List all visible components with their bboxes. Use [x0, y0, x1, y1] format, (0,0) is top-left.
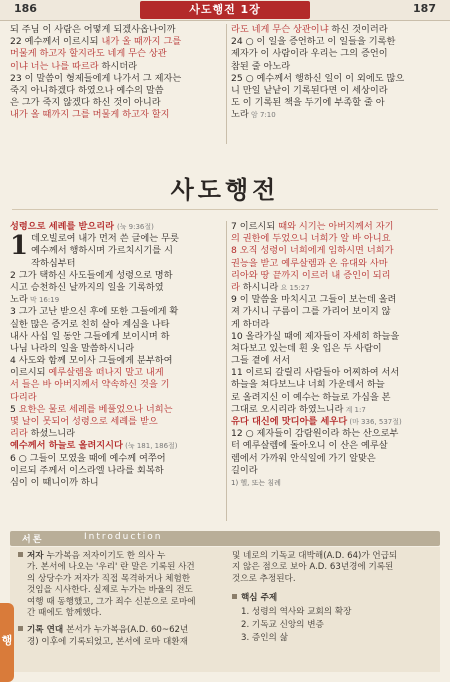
- text-run: 라: [231, 281, 240, 293]
- verse-line: [231, 233, 441, 245]
- text-run: 24 ○ 이 일을 증언하고 이 일들을 기록한: [231, 36, 396, 48]
- acts-right-verses: [231, 221, 441, 477]
- section-heading-ref: (눅 9:36절): [116, 223, 154, 231]
- verse-line: [10, 331, 222, 343]
- intro-line: 기록 연대 본서가 누가복음(A.D. 60~62년: [18, 625, 223, 636]
- verse-line: [231, 331, 441, 343]
- text-run: 요 15:27: [278, 283, 310, 292]
- bullet-icon: [18, 552, 23, 557]
- text-run: 하시더라: [98, 60, 138, 72]
- text-run: 터 예루살렘에 돌아오니 이 산은 예루살: [231, 440, 388, 452]
- text-run: 예수께서 행하시며 가르치시기를 시: [31, 245, 173, 257]
- themes-heading: 핵심 주제: [232, 593, 437, 604]
- verse-line: [10, 85, 222, 97]
- text-run: 도 이 기록된 책을 두기에 부족할 줄 아: [231, 97, 385, 109]
- verse-line: [231, 294, 441, 306]
- book-index-tab-label: 행: [1, 634, 13, 647]
- verse-line: [231, 61, 441, 73]
- text-run: 11 이르되 갈릴리 사람들아 어찌하여 서서: [231, 367, 400, 379]
- verse-line: [231, 24, 441, 36]
- acts-right-column: [231, 221, 441, 489]
- introduction-bar: [10, 531, 440, 546]
- introduction-label-en: Introduction: [84, 532, 163, 542]
- text-run: 길이라: [231, 464, 258, 476]
- text-run: 나님 나라의 일을 말씀하시니라: [10, 342, 135, 354]
- intro-item-title: 기록 연대: [27, 625, 67, 636]
- page-number-left: 186: [14, 2, 37, 15]
- verse-line: [10, 73, 222, 85]
- verse-line: [10, 428, 222, 440]
- intro-line: 및 네로의 기독교 대박해(A.D. 64)가 언급되: [232, 551, 398, 561]
- text-run: 하신 것이러라: [328, 24, 388, 35]
- text-run: 심이 이 때니이까 하니: [10, 476, 99, 488]
- text-run: 제자가 이 사람이라 우리는 그의 증언이: [231, 48, 388, 60]
- text-run: (눅 181, 186절): [122, 442, 178, 451]
- intro-line: 것으로 추정된다.: [232, 573, 296, 584]
- john-ending-right-column: [231, 24, 441, 122]
- verse-line: [10, 109, 222, 121]
- text-run: 그대로 오시리라 하였느니라: [231, 403, 344, 415]
- text-run: 때와 시기는 아버지께서 자기: [278, 221, 394, 232]
- verse-line: [10, 61, 222, 73]
- verse-line: [231, 343, 441, 355]
- text-run: 내가 올 때까지 그를 머물게 하고자 할지: [10, 109, 170, 121]
- introduction-left-column: [18, 551, 223, 648]
- verse-line: [10, 465, 222, 477]
- text-run: 다리라: [10, 391, 37, 403]
- text-run: 9 이 말씀을 마치시고 그들이 보는데 올려: [231, 294, 397, 306]
- theme-item: 3. 증인의 삶: [241, 633, 288, 644]
- verse-line: [10, 319, 222, 331]
- verse-line: [231, 367, 441, 379]
- verse-line: [10, 270, 222, 282]
- intro-line: 의 상당수가 저자가 직접 목격하거나 체험한: [27, 573, 191, 584]
- text-run: 하시니라: [239, 281, 279, 293]
- text-run: 데오빌로여 내가 먼저 쓴 글에는 무릇: [31, 233, 179, 245]
- verse-line: [231, 416, 441, 428]
- verse-line: [231, 319, 441, 331]
- text-run: 계 1:7: [343, 405, 366, 414]
- intro-line: 간 때에도 함께했다.: [27, 608, 102, 619]
- verse-line: [10, 343, 222, 355]
- intro-line: 가. 본서에 나오는 '우리' 란 말은 기록된 사건: [27, 562, 195, 573]
- intro-item-title: 저자: [27, 551, 47, 561]
- section-heading-text: 성령으로 세례를 받으리라: [10, 221, 115, 232]
- intro-line: 경) 이후에 기록되었고, 본서에 로마 대환재: [27, 636, 188, 647]
- column-divider-body: [226, 221, 227, 521]
- text-run: 로 올려지신 이 예수는 하늘로 가심을 본: [231, 391, 391, 403]
- verse-line: [231, 355, 441, 367]
- verse-line: [231, 48, 441, 60]
- verse-line: [10, 379, 222, 391]
- text-run: 요한은 물로 세례를 베풀었으나 너희는: [18, 403, 173, 415]
- text-run: 12 ○ 제자들이 감람원이라 하는 산으로부: [231, 428, 399, 440]
- text-run: 몇 날이 못되어 성령으로 세례를 받으: [10, 416, 158, 427]
- verse-line: [231, 440, 441, 452]
- verse-line: [231, 245, 441, 257]
- text-run: 참된 줄 아노라: [231, 60, 291, 72]
- text-run: 져 가시니 구름이 그를 가리어 보이지 않: [231, 306, 391, 318]
- text-run: 3 그가 고난 받으신 후에 또한 그들에게 확: [10, 306, 179, 318]
- text-run: 쳐다보고 있는데 흰 옷 입은 두 사람이: [231, 342, 382, 354]
- verse-line: [10, 355, 222, 367]
- text-run: 그들 곁에 서서: [231, 355, 291, 367]
- verse-line: [231, 85, 441, 97]
- acts-left-column: [10, 221, 222, 489]
- text-run: 권능을 받고 예루살렘과 온 유대와 사마: [231, 257, 388, 269]
- bullet-icon: [18, 626, 23, 631]
- text-run: 니 만일 낱낱이 기록된다면 이 세상이라: [231, 84, 388, 96]
- verse-line: [231, 392, 441, 404]
- text-run: 예수께서 하늘로 올려지시다: [10, 440, 123, 452]
- chapter-number: 1: [10, 233, 29, 262]
- verse-line: [231, 379, 441, 391]
- text-run: 이냐 너는 나를 따르라: [10, 60, 99, 72]
- verse-line: [10, 306, 222, 318]
- footnote: 1) 헬, 또는 침례: [231, 478, 281, 487]
- text-run: 라도 네게 무슨 상관이냐: [231, 24, 329, 35]
- text-run: 하셨느니라: [27, 428, 76, 440]
- introduction-right-column: [232, 551, 437, 645]
- text-run: 막 16:19: [27, 296, 60, 305]
- verse-line: [10, 36, 222, 48]
- running-header: [0, 0, 450, 21]
- page-number-right: 187: [413, 2, 436, 15]
- text-run: 되 주님 이 사람은 어떻게 되겠사옵나이까: [10, 24, 176, 35]
- verse-line: [231, 282, 441, 294]
- verse-line: [31, 233, 222, 245]
- verse-line: [231, 453, 441, 465]
- text-run: 7 이르시되: [231, 221, 279, 232]
- verse-line: [231, 97, 441, 109]
- text-run: 작하심부터: [31, 257, 76, 269]
- verse-line: [231, 221, 441, 233]
- verse-line: [231, 109, 441, 121]
- text-run: 이르되 주께서 이스라엘 나라를 회복하: [10, 464, 164, 476]
- column-divider: [226, 24, 227, 144]
- verse-line: [10, 404, 222, 416]
- verse-line: [10, 416, 222, 428]
- text-run: 서 들은 바 아버지께서 약속하신 것을 기: [10, 379, 170, 391]
- intro-line: 것임을 시사한다. 실제로 누가는 바울의 전도: [27, 585, 193, 596]
- introduction-label: 서론: [22, 535, 44, 545]
- intro-line: 저자 누가복음 저자이기도 한 의사 누: [18, 551, 223, 562]
- chapter-opening: [10, 233, 222, 270]
- verse-line: [231, 465, 441, 477]
- verse-line: [231, 428, 441, 440]
- intro-line: 지 않은 점으로 보아 A.D. 63년경에 기록된: [232, 562, 394, 573]
- text-run: 머물게 하고자 할지라도 네게 무슨 상관: [10, 48, 167, 60]
- text-run: 이르시되: [10, 367, 49, 379]
- text-run: 4 사도와 함께 모이사 그들에게 분부하여: [10, 355, 173, 367]
- theme-item: 1. 성령의 역사와 교회의 확장: [241, 606, 352, 617]
- bullet-icon: [232, 594, 237, 599]
- text-run: 5: [10, 403, 19, 415]
- text-run: 25 ○ 예수께서 행하신 일이 이 외에도 많으: [231, 72, 405, 84]
- john-ending-left-column: [10, 24, 222, 122]
- text-run: 시고 승천하신 날까지의 일을 기록하였: [10, 281, 164, 293]
- text-run: 내가 올 때까지 그를: [101, 36, 182, 48]
- text-run: 하늘을 쳐다보느냐 너희 가운데서 하늘: [231, 379, 385, 391]
- verse-line: [10, 282, 222, 294]
- verse-line: [10, 453, 222, 465]
- text-run: (마 336, 537절): [347, 418, 402, 426]
- chapter-first-verse: [10, 233, 222, 270]
- verse-line: [231, 36, 441, 48]
- verse-line: [10, 24, 222, 36]
- verse-line: [10, 440, 222, 452]
- verse-line: [10, 477, 222, 489]
- verse-line: [231, 306, 441, 318]
- intro-line: 여행 때 동행했고, 그가 죄수 신분으로 로마에: [27, 596, 196, 607]
- text-run: 리라: [10, 428, 28, 440]
- verse-line: [10, 294, 222, 306]
- chapter-title-banner: 사도행전 1장: [140, 1, 310, 19]
- verse-line: [231, 270, 441, 282]
- text-run: 8 오직 성령이 너희에게 임하시면 너희가: [231, 245, 394, 257]
- text-run: 23 이 말씀이 형제들에게 나가서 그 제자는: [10, 72, 182, 84]
- text-run: 실한 많은 증거로 친히 살아 계심을 나타: [10, 318, 170, 330]
- text-run: 내사 사십 일 동안 그들에게 보이시며 하: [10, 330, 170, 342]
- text-run: 예루살렘을 떠나지 말고 내게: [48, 367, 164, 379]
- text-run: 은 그가 죽지 않겠다 하신 것이 아니라: [10, 97, 161, 109]
- verse-line: [231, 404, 441, 416]
- text-run: 유다 대신에 맛디아를 세우다: [231, 416, 348, 427]
- verse-line: [31, 245, 222, 257]
- text-run: 2 그가 택하신 사도들에게 성령으로 명하: [10, 269, 173, 281]
- verse-line: [231, 258, 441, 270]
- text-run: 리아와 땅 끝까지 이르러 내 증인이 되리: [231, 269, 391, 281]
- verse-line: [231, 73, 441, 85]
- verse-line: [10, 392, 222, 404]
- text-run: 의 권한에 두었으니 너희가 알 바 아니요: [231, 233, 391, 245]
- book-title: 사도행전: [170, 176, 280, 204]
- verse-line: [10, 97, 222, 109]
- section-heading: [10, 221, 222, 233]
- introduction-right-text: [232, 551, 437, 585]
- theme-item: 2. 기독교 신앙의 변증: [241, 620, 324, 631]
- text-run: 6 ○ 그들이 모였을 때에 예수께 여쭈어: [10, 452, 166, 464]
- text-run: 10 올라가실 때에 제자들이 자세히 하늘을: [231, 330, 400, 342]
- text-run: 노라: [231, 109, 249, 121]
- book-title-rule: [12, 209, 438, 210]
- verse-line: [10, 367, 222, 379]
- themes-list: [232, 607, 437, 645]
- text-run: 게 하더라: [231, 318, 270, 330]
- text-run: 노라: [10, 294, 28, 306]
- verse-line: [31, 258, 222, 270]
- acts-left-verses: [10, 270, 222, 489]
- text-run: 22 예수께서 이르시되: [10, 36, 102, 48]
- text-run: 렘에서 가까워 안식일에 가기 알맞은: [231, 452, 376, 464]
- verse-line: [10, 48, 222, 60]
- text-run: 죽지 아니하겠다 하였으나 예수의 말씀: [10, 84, 164, 96]
- text-run: 암 7:10: [248, 111, 276, 120]
